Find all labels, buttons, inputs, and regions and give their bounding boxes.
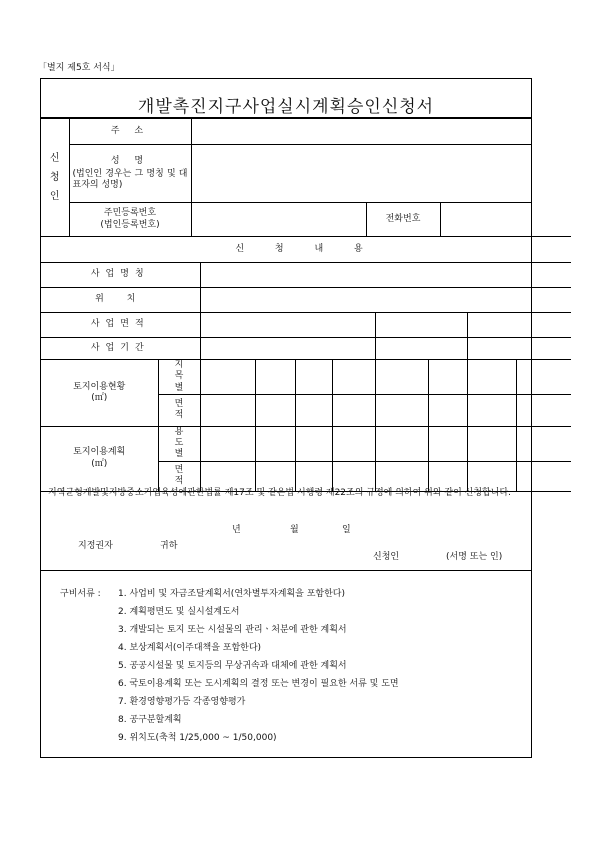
id-label-cell (69, 203, 191, 237)
document-item: 4. 보상계획서(이주대책을 포함한다) (118, 643, 262, 653)
land-status-sub1: 지목별 (158, 360, 200, 395)
honorific: 귀하 (160, 541, 178, 551)
land-status-label: 토지이용현황 (㎡) (41, 360, 158, 427)
applicant-group-label: 신 청 인 (41, 119, 69, 237)
address-label: 주 소 (69, 119, 191, 145)
applicant-table (41, 118, 531, 237)
land-plan-cell[interactable] (332, 426, 375, 461)
land-status-sub2: 면적 (158, 394, 200, 426)
project-area-field-3[interactable] (467, 313, 571, 338)
land-plan-unit: (㎡) (91, 458, 108, 469)
land-status-cell[interactable] (332, 394, 375, 426)
land-status-cell[interactable] (255, 360, 295, 395)
land-plan-cell[interactable] (516, 461, 571, 491)
form-title: 개발촉진지구사업실시계획승인신청서 (137, 97, 435, 117)
form-label: 「별지 제5호 서식」 (38, 63, 120, 73)
content-header: 신 청 내 용 (41, 237, 571, 263)
land-plan-cell[interactable] (467, 426, 516, 461)
location-field[interactable] (200, 288, 571, 313)
project-area-field-1[interactable] (200, 313, 375, 338)
address-field[interactable] (191, 119, 531, 145)
land-plan-cell[interactable] (375, 426, 428, 461)
document-item: 9. 위치도(축척 1/25,000 ~ 1/50,000) (118, 733, 277, 743)
land-plan-sub2: 면적 (158, 461, 200, 491)
document-item: 8. 공구분할계획 (118, 715, 182, 725)
id-field[interactable] (191, 203, 366, 237)
documents-divider (41, 570, 531, 571)
id-label: 주민등록번호 (103, 208, 157, 219)
project-name-label: 사업명칭 (41, 263, 200, 288)
land-plan-cell[interactable] (428, 426, 467, 461)
land-status-cell[interactable] (516, 394, 571, 426)
land-status-cell[interactable] (295, 394, 332, 426)
project-period-field-3[interactable] (467, 338, 571, 360)
land-status-cell[interactable] (375, 394, 428, 426)
date-month: 월 (290, 525, 299, 535)
land-status-cell[interactable] (375, 360, 428, 395)
project-area-label: 사업면적 (41, 313, 200, 338)
project-area-field-2[interactable] (375, 313, 467, 338)
applicant-sign: 신청인 (373, 552, 400, 562)
document-item: 3. 개발되는 토지 또는 시설물의 관리ㆍ처분에 관한 계획서 (118, 625, 347, 635)
document-item: 5. 공공시설물 및 토지등의 무상귀속과 대체에 관한 계획서 (118, 661, 347, 671)
land-status-cell[interactable] (516, 360, 571, 395)
land-status-cell[interactable] (200, 394, 255, 426)
land-status-cell[interactable] (428, 360, 467, 395)
declaration-text: 지역균형개발및지방중소기업육성에관한법률 제17조 및 같은법 시행령 제22조의 규정에 의하여 위와 같이 신청합니다. (48, 488, 511, 498)
land-plan-cell[interactable] (295, 426, 332, 461)
land-status-cell[interactable] (467, 394, 516, 426)
land-plan-cell[interactable] (516, 426, 571, 461)
land-plan-cell[interactable] (255, 426, 295, 461)
land-plan-sub1: 용도별 (158, 426, 200, 461)
land-plan-label: 토지이용계획 (㎡) (41, 426, 158, 491)
project-period-label: 사업기간 (41, 338, 200, 360)
date-year: 년 (232, 525, 241, 535)
land-status-cell[interactable] (467, 360, 516, 395)
location-label: 위 치 (41, 288, 200, 313)
content-table (41, 236, 571, 492)
land-status-cell[interactable] (428, 394, 467, 426)
project-period-field-2[interactable] (375, 338, 467, 360)
project-period-field-1[interactable] (200, 338, 375, 360)
document-item: 7. 환경영향평가등 각종영향평가 (118, 697, 246, 707)
sign-note: (서명 또는 인) (446, 552, 503, 562)
documents-label: 구비서류 : (60, 589, 101, 599)
phone-label: 전화번호 (366, 203, 440, 237)
document-item: 1. 사업비 및 자금조달계획서(연차별투자계획을 포함한다) (118, 589, 346, 599)
name-label-cell (69, 145, 191, 203)
land-status-unit: (㎡) (91, 392, 108, 403)
id-note: (법인등록번호) (100, 219, 160, 230)
land-status-cell[interactable] (332, 360, 375, 395)
name-label: 성 명 (110, 155, 150, 166)
land-plan-cell[interactable] (200, 426, 255, 461)
document-item: 2. 계획평면도 및 실시설계도서 (118, 607, 240, 617)
phone-field[interactable] (440, 203, 531, 237)
document-item: 6. 국토이용계획 또는 도시계획의 결정 또는 변경이 필요한 서류 및 도면 (118, 679, 399, 689)
land-status-cell[interactable] (255, 394, 295, 426)
addressee: 지정권자 (78, 541, 113, 551)
name-field[interactable] (191, 145, 531, 203)
name-note: (법인인 경우는 그 명칭 및 대표자의 성명) (72, 168, 188, 191)
land-status-cell[interactable] (295, 360, 332, 395)
date-day: 일 (342, 525, 351, 535)
project-name-field[interactable] (200, 263, 571, 288)
land-status-cell[interactable] (200, 360, 255, 395)
